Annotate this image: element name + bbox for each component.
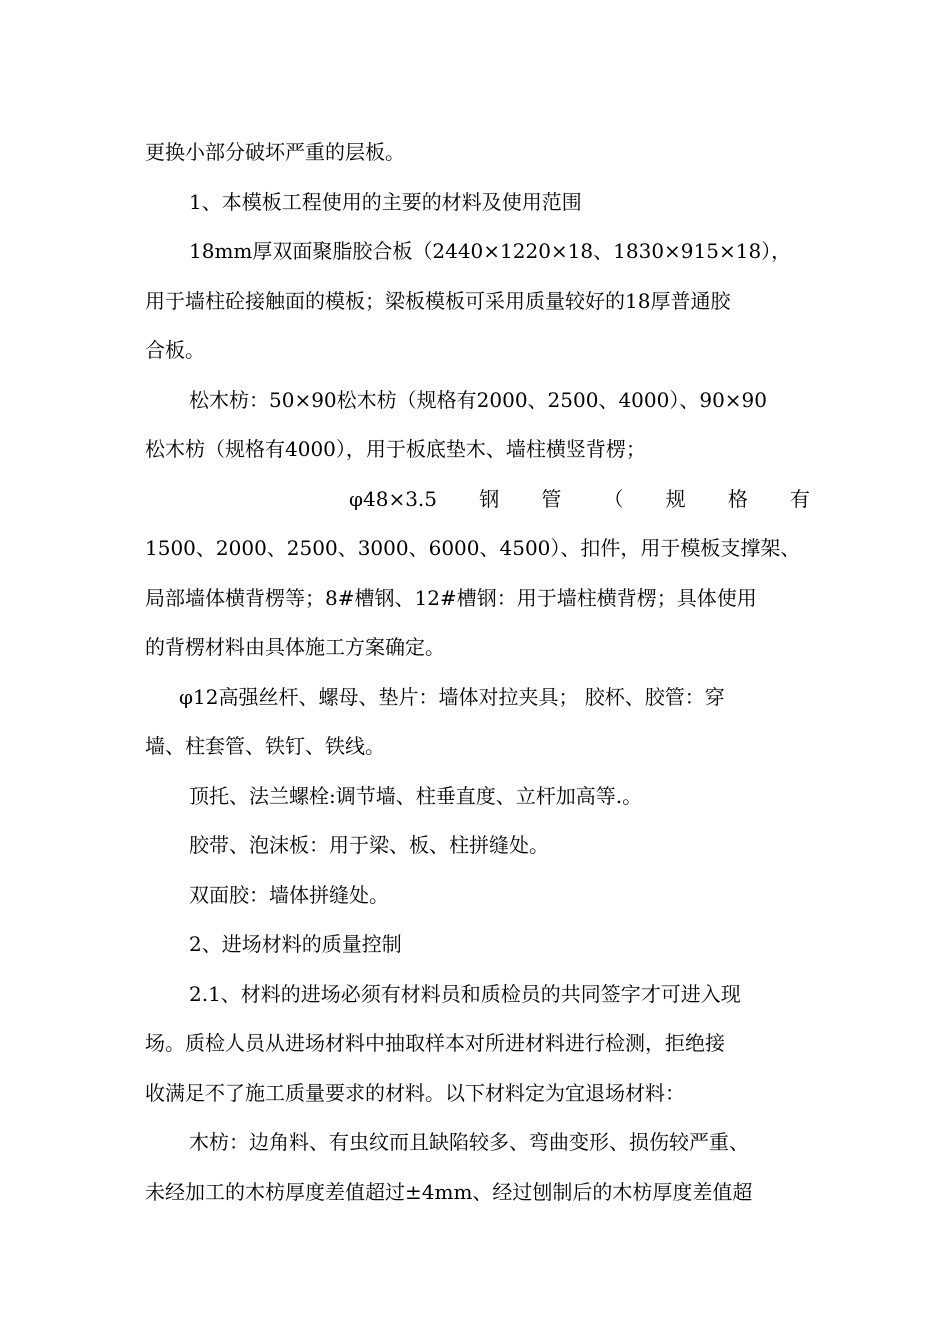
steel-pipe-word: 有	[789, 486, 810, 511]
text-line: 合板。	[145, 338, 205, 362]
text-line: 双面胶：墙体拼缝处。	[189, 882, 389, 907]
document-body	[145, 128, 810, 1217]
text-line: 顶托、法兰螺栓:调节墙、柱垂直度、立杆加高等.。	[189, 783, 643, 808]
text-line: 更换小部分破坏严重的层板。	[145, 140, 405, 164]
text-line: 墙、柱套管、铁钉、铁线。	[145, 734, 385, 758]
text-line: 未经加工的木枋厚度差值超过±4mm、经过刨制后的木枋厚度差值超	[145, 1179, 753, 1204]
text-line: 18mm厚双面聚脂胶合板（2440×1220×18、1830×915×18），	[189, 239, 792, 263]
text-line: 松木枋：50×90松木枋（规格有2000、2500、4000）、90×90	[189, 387, 768, 412]
text-line: 1500、2000、2500、3000、6000、4500）、扣件，用于模板支撑架、	[145, 536, 801, 560]
steel-pipe-spec: φ48×3.5	[349, 486, 438, 511]
text-line: 松木枋（规格有4000），用于板底垫木、墙柱横竖背楞；	[145, 437, 646, 461]
text-line: 用于墙柱砼接触面的模板；梁板模板可采用质量较好的18厚普通胶	[145, 288, 731, 313]
text-line: 的背楞材料由具体施工方案确定。	[145, 635, 445, 659]
steel-pipe-word: （	[603, 486, 624, 511]
section-heading: 2、进场材料的质量控制	[189, 932, 402, 956]
steel-pipe-word: 规	[665, 486, 686, 511]
steel-pipe-line	[145, 475, 810, 525]
text-line: 木枋：边角料、有虫纹而且缺陷较多、弯曲变形、损伤较严重、	[189, 1130, 749, 1154]
text-line: φ12高强丝杆、螺母、垫片：墙体对拉夹具； 胶杯、胶管：穿	[179, 684, 725, 709]
section-heading: 1、本模板工程使用的主要的材料及使用范围	[189, 189, 582, 214]
text-line: 场。质检人员从进场材料中抽取样本对所进材料进行检测，拒绝接	[145, 1031, 725, 1055]
steel-pipe-word: 钢	[479, 486, 500, 511]
steel-pipe-word: 管	[541, 486, 562, 511]
text-line: 2.1、材料的进场必须有材料员和质检员的共同签字才可进入现	[189, 981, 741, 1006]
text-line: 胶带、泡沫板：用于梁、板、柱拼缝处。	[189, 833, 549, 857]
text-line: 收满足不了施工质量要求的材料。以下材料定为宜退场材料：	[145, 1080, 685, 1105]
steel-pipe-word: 格	[727, 486, 748, 511]
text-line: 局部墙体横背楞等；8#槽钢、12#槽钢：用于墙柱横背楞；具体使用	[145, 585, 757, 610]
